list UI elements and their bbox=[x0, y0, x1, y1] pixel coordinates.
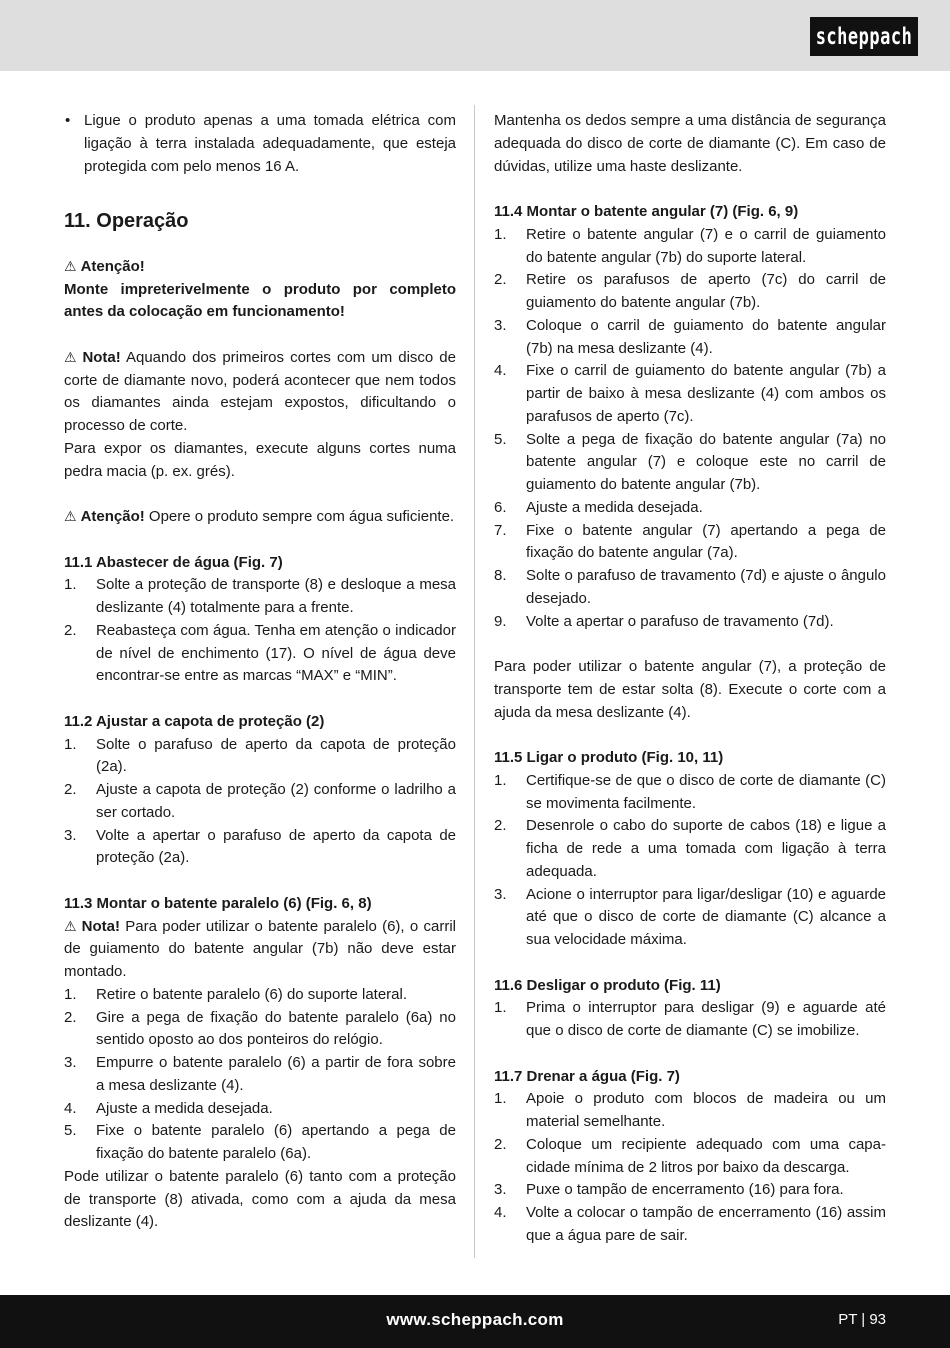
step-number: 6. bbox=[494, 498, 507, 516]
list-item bbox=[494, 884, 886, 952]
steps-11-6 bbox=[494, 997, 886, 1043]
subsection-title-11-4: 11.4 Montar o batente angular (7) (Fig. 6, 9) bbox=[494, 203, 799, 220]
subsection-title-11-7: 11.7 Drenar a água (Fig. 7) bbox=[494, 1067, 680, 1085]
note-label: Nota! bbox=[82, 348, 121, 366]
note-text-2: Para expor os diamantes, execute alguns cortes numa pedra macia (p. ex. grés). bbox=[64, 439, 456, 480]
step-number: 2. bbox=[64, 781, 77, 798]
left-column bbox=[64, 110, 456, 1234]
step-text: Coloque um recipiente adequado com uma capacidade mínima de 2 litros por baixo da descarga. bbox=[526, 1135, 886, 1176]
step-text: Fixe o batente angular (7) apertando a pega de fixação do batente angular (7a). bbox=[526, 521, 886, 562]
step-number: 2. bbox=[64, 621, 77, 639]
list-item bbox=[494, 1088, 886, 1134]
list-item bbox=[64, 574, 456, 620]
subsection-title-11-1: 11.1 Abastecer de água (Fig. 7) bbox=[64, 553, 283, 571]
list-item bbox=[494, 315, 886, 361]
list-item bbox=[64, 734, 456, 780]
attention-paragraph bbox=[64, 506, 456, 529]
list-item bbox=[494, 497, 886, 520]
step-text: Fixe o carril de guiamento do batente angular (7b) a partir de baixo à mesa deslizante (4) com ambos os parafusos de aperto (7c). bbox=[526, 362, 886, 425]
step-text: Gire a pega de fixação do batente paralelo (6a) no sentido oposto ao dos ponteiros do relógio. bbox=[96, 1008, 456, 1049]
steps-11-3 bbox=[64, 984, 456, 1166]
step-text: Puxe o tampão de encerramento (16) para fora. bbox=[526, 1181, 844, 1199]
step-text: Retire o batente angular (7) e o carril de guiamento do batente angular (7b) do suporte lateral. bbox=[526, 225, 886, 266]
right-column bbox=[494, 110, 886, 1248]
list-item bbox=[494, 815, 886, 883]
step-number: 7. bbox=[494, 521, 507, 539]
attention-text: Monte impreterivelmente o produto por completo antes da colocação em funcionamento! bbox=[64, 280, 456, 321]
list-item bbox=[494, 1134, 886, 1180]
step-text: Prima o interruptor para desligar (9) e aguarde até que o disco de corte de diamante (C) se imobilize. bbox=[526, 999, 886, 1039]
step-text: Apoie o produto com blocos de madeira ou um material semelhante. bbox=[526, 1090, 886, 1130]
list-item bbox=[64, 1120, 456, 1166]
list-item bbox=[494, 1202, 886, 1248]
list-item bbox=[494, 770, 886, 816]
list-item bbox=[494, 520, 886, 566]
note-text-11-3: Para poder utilizar o batente paralelo (6), o carril de guiamento do batente angular (7b) não deve estar montado. bbox=[64, 917, 456, 980]
footer-band bbox=[0, 1295, 950, 1348]
note-label-11-3: Nota! bbox=[81, 917, 120, 935]
list-item bbox=[64, 825, 456, 871]
step-text: Retire o batente paralelo (6) do suporte lateral. bbox=[96, 985, 408, 1003]
list-item bbox=[494, 611, 886, 634]
step-text: Ajuste a medida desejada. bbox=[526, 498, 703, 516]
logo-text: scheppach bbox=[815, 23, 913, 50]
step-text: Ajuste a medida desejada. bbox=[96, 1099, 273, 1117]
step-number: 3. bbox=[64, 826, 77, 844]
step-number: 2. bbox=[494, 817, 507, 835]
bullet-dot: • bbox=[65, 112, 71, 129]
step-text: Solte o parafuso de aperto da capota de proteção (2a). bbox=[96, 735, 456, 776]
step-number: 1. bbox=[64, 735, 77, 753]
step-text: Certifique-se de que o disco de corte de diamante (C) se movimenta facilmente. bbox=[526, 771, 886, 812]
step-number: 1. bbox=[494, 999, 507, 1017]
step-text: Solte o parafuso de travamento (7d) e ajuste o ângulo desejado. bbox=[526, 567, 886, 607]
list-item bbox=[64, 1052, 456, 1098]
step-text: Retire os parafusos de aperto (7c) do carril de guiamento do batente angular (7b). bbox=[526, 271, 886, 311]
attention-label: Atenção! bbox=[80, 257, 145, 275]
step-text: Volte a apertar o parafuso de aperto da capota de proteção (2a). bbox=[96, 826, 456, 867]
step-number: 1. bbox=[64, 985, 77, 1003]
step-text: Fixe o batente paralelo (6) apertando a pega de fixação do batente paralelo (6a). bbox=[96, 1122, 456, 1162]
note-text: Aquando dos primeiros cortes com um disco de corte de diamante novo, poderá acontecer que nem todos os diamantes ainda estejam expostos, dificultando o processo de corte. bbox=[64, 348, 456, 434]
section-title: 11. Operação bbox=[64, 210, 189, 232]
bullet-text: Ligue o produto apenas a uma tomada elétrica com ligação à terra instalada adequadamente, que esteja protegida com pelo menos 16 A. bbox=[84, 112, 456, 175]
paragraph-11-3-after: Pode utilizar o batente paralelo (6) tanto com a proteção de transporte (8) ativada, como com a ajuda da mesa deslizante (4). bbox=[64, 1167, 456, 1231]
list-item bbox=[64, 620, 456, 688]
step-number: 2. bbox=[64, 1008, 77, 1026]
step-number: 4. bbox=[494, 1204, 507, 1221]
step-number: 3. bbox=[64, 1054, 77, 1071]
list-item bbox=[494, 997, 886, 1043]
steps-11-1 bbox=[64, 574, 456, 688]
list-item bbox=[494, 269, 886, 315]
step-text: Solte a pega de fixação do batente angular (7a) no batente angular (7) e coloque este no carril de guiamento do batente angular (7b). bbox=[526, 430, 886, 493]
attention-label-2: Atenção! bbox=[80, 508, 145, 525]
list-item bbox=[494, 360, 886, 428]
list-item bbox=[64, 779, 456, 825]
step-number: 1. bbox=[494, 225, 507, 243]
step-text: Coloque o carril de guiamento do batente angular (7b) na mesa deslizante (4). bbox=[526, 316, 886, 357]
steps-11-4 bbox=[494, 224, 886, 634]
list-item bbox=[64, 1098, 456, 1121]
warning-triangle-icon: ⚠ bbox=[64, 258, 77, 275]
attention-text-2: Opere o produto sempre com água suficiente. bbox=[144, 508, 455, 525]
step-number: 8. bbox=[494, 567, 507, 584]
step-number: 5. bbox=[494, 430, 507, 448]
list-item bbox=[64, 110, 456, 178]
warning-triangle-icon: ⚠ bbox=[64, 349, 79, 366]
intro-paragraph: Mantenha os dedos sempre a uma distância de segurança adequada do disco de corte de diamante (C). Em caso de dúvidas, utilize uma haste deslizante. bbox=[494, 112, 886, 175]
scheppach-logo bbox=[810, 17, 918, 56]
note-paragraph bbox=[64, 347, 456, 438]
column-divider bbox=[474, 105, 475, 1258]
list-item bbox=[64, 1007, 456, 1053]
step-text: Empurre o batente paralelo (6) a partir de fora sobre a mesa deslizante (4). bbox=[96, 1054, 456, 1094]
step-number: 2. bbox=[494, 271, 507, 289]
step-number: 1. bbox=[64, 576, 77, 594]
step-text: Ajuste a capota de proteção (2) conforme o ladrilho a ser cortado. bbox=[96, 781, 456, 821]
subsection-title-11-5: 11.5 Ligar o produto (Fig. 10, 11) bbox=[494, 749, 724, 766]
step-text: Volte a colocar o tampão de encerramento (16) assim que a água pare de sair. bbox=[526, 1204, 886, 1244]
bullet-list bbox=[64, 110, 456, 178]
step-text: Desenrole o cabo do suporte de cabos (18) e ligue a ficha de rede a uma tomada com ligação à terra adequada. bbox=[526, 817, 886, 880]
list-item bbox=[494, 224, 886, 270]
step-number: 1. bbox=[494, 771, 507, 789]
header-band bbox=[0, 0, 950, 71]
list-item bbox=[494, 1179, 886, 1202]
steps-11-2 bbox=[64, 734, 456, 871]
step-text: Reabasteça com água. Tenha em atenção o indicador de nível de enchimento (17). O nível de água deve encontrar-se entre as marcas “MAX” e “MIN”. bbox=[96, 621, 456, 685]
step-number: 4. bbox=[494, 362, 507, 380]
step-number: 9. bbox=[494, 612, 507, 630]
step-number: 3. bbox=[494, 1181, 507, 1199]
paragraph-11-4-after: Para poder utilizar o batente angular (7), a proteção de transporte tem de estar solta (8). Execute o corte com a ajuda da mesa deslizante (4). bbox=[494, 658, 886, 721]
warning-triangle-icon: ⚠ bbox=[64, 918, 78, 935]
list-item bbox=[64, 984, 456, 1007]
steps-11-7 bbox=[494, 1088, 886, 1247]
list-item bbox=[494, 565, 886, 611]
step-number: 3. bbox=[494, 316, 507, 334]
step-number: 5. bbox=[64, 1122, 77, 1140]
steps-11-5 bbox=[494, 770, 886, 952]
subsection-title-11-2: 11.2 Ajustar a capota de proteção (2) bbox=[64, 712, 325, 730]
step-text: Acione o interruptor para ligar/desligar (10) e aguarde até que o disco de corte de diamante (C) alcance a sua velocidade máxima. bbox=[526, 885, 886, 948]
step-number: 2. bbox=[494, 1135, 507, 1153]
page-number: PT | 93 bbox=[838, 1311, 886, 1328]
step-number: 3. bbox=[494, 885, 507, 903]
step-number: 4. bbox=[64, 1099, 77, 1117]
list-item bbox=[494, 429, 886, 497]
step-number: 1. bbox=[494, 1090, 507, 1108]
subsection-title-11-6: 11.6 Desligar o produto (Fig. 11) bbox=[494, 976, 721, 994]
step-text: Volte a apertar o parafuso de travamento (7d). bbox=[526, 612, 834, 630]
warning-triangle-icon: ⚠ bbox=[64, 509, 77, 525]
step-text: Solte a proteção de transporte (8) e desloque a mesa deslizante (4) totalmente para a frente. bbox=[96, 576, 456, 616]
subsection-title-11-3: 11.3 Montar o batente paralelo (6) (Fig. 6, 8) bbox=[64, 894, 372, 912]
note-paragraph-11-3 bbox=[64, 916, 456, 984]
attention-heading bbox=[64, 256, 456, 279]
footer-url-link[interactable]: www.scheppach.com bbox=[386, 1310, 564, 1329]
